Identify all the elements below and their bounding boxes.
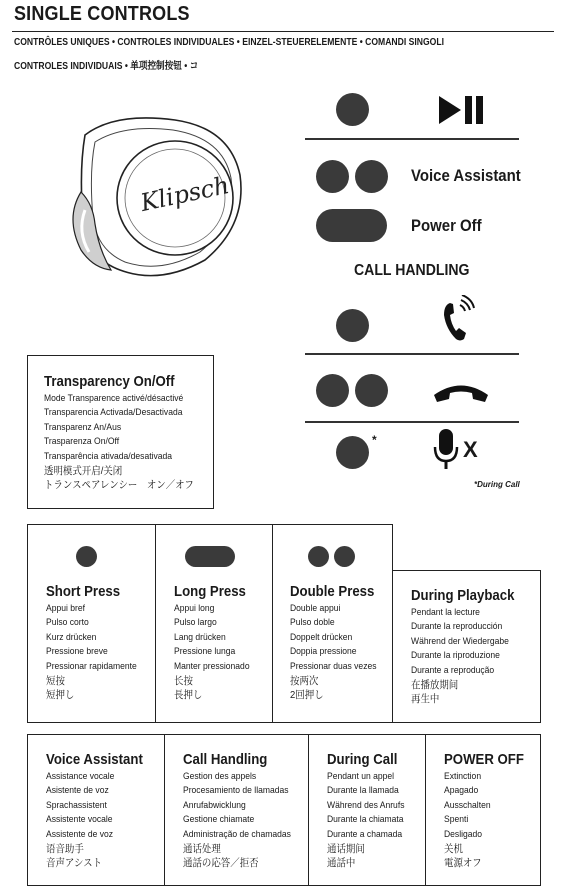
transparency-title: Transparency On/Off — [44, 373, 175, 390]
transparency-line: Transparência ativada/desativada — [44, 450, 173, 462]
call-handling-heading: CALL HANDLING — [354, 262, 470, 279]
legend-line: Apagado — [444, 785, 479, 797]
answer-call-dot — [336, 309, 369, 342]
double-press-dot-small-right — [334, 546, 355, 567]
subtitle-line-1: CONTRÔLES UNIQUES • CONTROLES INDIVIDUALES • EINZEL-STEUERELEMENTE • COMANDI SINGOLI — [14, 37, 444, 48]
legend-line: Double appui — [290, 603, 341, 614]
legend-line: 关机 — [444, 843, 463, 856]
legend-line: Manter pressionado — [174, 660, 250, 672]
legend-line: Asistente de voz — [46, 785, 109, 797]
long-press-pill-small — [185, 546, 235, 567]
legend-line: Pressionar duas vezes — [290, 660, 377, 672]
legend-line: Ausschalten — [444, 799, 491, 811]
hang-up-icon — [431, 380, 491, 404]
legend-line: 在播放期间 — [411, 679, 459, 692]
legend-line: 通話中 — [327, 857, 356, 870]
call-handling-lines — [183, 770, 303, 871]
transparency-line: Transparenz An/Aus — [44, 421, 122, 433]
legend-line: 长按 — [174, 675, 193, 688]
legend-line: Pressionar rapidamente — [46, 660, 137, 672]
divider-1 — [305, 138, 519, 140]
page-title: SINGLE CONTROLS — [14, 3, 190, 25]
legend-line: 電源オフ — [444, 857, 482, 870]
legend-line: Durante la llamada — [327, 785, 399, 797]
legend-line: 長押し — [174, 689, 203, 702]
single-press-dot — [336, 93, 369, 126]
legend-line: 音声アシスト — [46, 857, 103, 870]
incoming-call-icon — [440, 295, 476, 343]
legend-line: Pressione breve — [46, 646, 108, 658]
subtitle-line-2: CONTROLES INDIVIDUAIS • 单项控制按钮 • コ — [14, 61, 199, 72]
legend-line: Durante la reproducción — [411, 621, 503, 633]
legend-line: 通话处理 — [183, 843, 221, 856]
legend-line: 2回押し — [290, 689, 324, 702]
legend-line: Pressione lunga — [174, 646, 236, 658]
legend-line: Pulso largo — [174, 617, 217, 629]
power-off-title: POWER OFF — [444, 751, 524, 768]
legend-line: Gestion des appels — [183, 771, 257, 782]
legend-line: Kurz drücken — [46, 631, 97, 643]
legend-line: Anrufabwicklung — [183, 799, 246, 811]
mute-dot — [336, 436, 369, 469]
mute-x-icon: X — [463, 437, 478, 462]
legend-line: Während der Wiedergabe — [411, 635, 509, 647]
legend-line: Procesamiento de llamadas — [183, 785, 289, 797]
legend-line: 再生中 — [411, 693, 440, 706]
microphone-icon — [432, 427, 460, 473]
legend-line: Pendant un appel — [327, 771, 395, 782]
legend-line: Während des Anrufs — [327, 799, 405, 811]
legend-line: Desligado — [444, 828, 483, 840]
long-press-lines — [174, 602, 258, 703]
transparency-line: Trasparenza On/Off — [44, 436, 120, 448]
title-divider — [12, 31, 554, 32]
legend-line: Assistance vocale — [46, 771, 115, 782]
short-press-dot — [76, 546, 97, 567]
legend-line: Durante a reprodução — [411, 664, 495, 676]
long-press-title: Long Press — [174, 583, 246, 600]
double-press-dot-left — [316, 160, 349, 193]
transparency-lines — [44, 392, 210, 493]
transparency-line: Transparencia Activada/Desactivada — [44, 407, 183, 419]
legend-line: 短押し — [46, 689, 75, 702]
legend-line: Extinction — [444, 771, 482, 782]
legend-line: Durante la riproduzione — [411, 650, 500, 662]
divider-3 — [305, 421, 519, 423]
voice-assistant-label: Voice Assistant — [411, 166, 521, 185]
double-press-dot-small-left — [308, 546, 329, 567]
legend-line: Durante a chamada — [327, 828, 403, 840]
double-press-dot-right — [355, 160, 388, 193]
transparency-line: トランスペアレンシー オン／オフ — [44, 479, 194, 492]
double-press-title: Double Press — [290, 583, 375, 600]
during-call-title: During Call — [327, 751, 398, 768]
long-press-pill — [316, 209, 387, 242]
power-off-label: Power Off — [411, 216, 482, 235]
power-off-lines — [444, 770, 496, 871]
asterisk-mark: * — [372, 433, 377, 447]
legend-line: Durante la chiamata — [327, 814, 404, 826]
legend-line: Spenti — [444, 814, 469, 826]
short-press-title: Short Press — [46, 583, 121, 600]
during-playback-title: During Playback — [411, 587, 515, 604]
end-call-dot-left — [316, 374, 349, 407]
voice-assistant-lines — [46, 770, 122, 871]
play-pause-icon — [437, 94, 487, 126]
legend-line: 通话期间 — [327, 843, 365, 856]
legend-line: 按两次 — [290, 675, 319, 688]
transparency-line: 透明模式开启/关闭 — [44, 465, 123, 478]
legend-line: Pendant la lecture — [411, 607, 480, 618]
legend-line: Administração de chamadas — [183, 828, 291, 840]
legend-line: Appui bref — [46, 603, 85, 614]
legend-line: Pulso doble — [290, 617, 335, 629]
during-playback-lines — [411, 606, 520, 707]
legend-line: Assistente de voz — [46, 828, 114, 840]
legend-line: 短按 — [46, 675, 65, 688]
during-call-note: *During Call — [474, 480, 520, 489]
call-handling-title: Call Handling — [183, 751, 268, 768]
legend-line: 通話の応答／拒否 — [183, 857, 259, 870]
legend-line: Doppia pressione — [290, 646, 357, 658]
legend-line: Lang drücken — [174, 631, 226, 643]
legend-line: Doppelt drücken — [290, 631, 353, 643]
divider-2 — [305, 353, 519, 355]
legend-line: Gestione chiamate — [183, 814, 255, 826]
transparency-line: Mode Transparence activé/désactivé — [44, 393, 184, 404]
end-call-dot-right — [355, 374, 388, 407]
legend-line: Assistente vocale — [46, 814, 113, 826]
short-press-lines — [46, 602, 147, 703]
legend-line: Sprachassistent — [46, 799, 107, 811]
legend-line: 语音助手 — [46, 843, 84, 856]
during-call-lines — [327, 770, 413, 871]
legend-line: Appui long — [174, 603, 215, 614]
voice-assistant-title: Voice Assistant — [46, 751, 143, 768]
legend-line: Pulso corto — [46, 617, 89, 629]
double-press-lines — [290, 602, 386, 703]
klipsch-logo: Klipsch — [138, 170, 232, 218]
